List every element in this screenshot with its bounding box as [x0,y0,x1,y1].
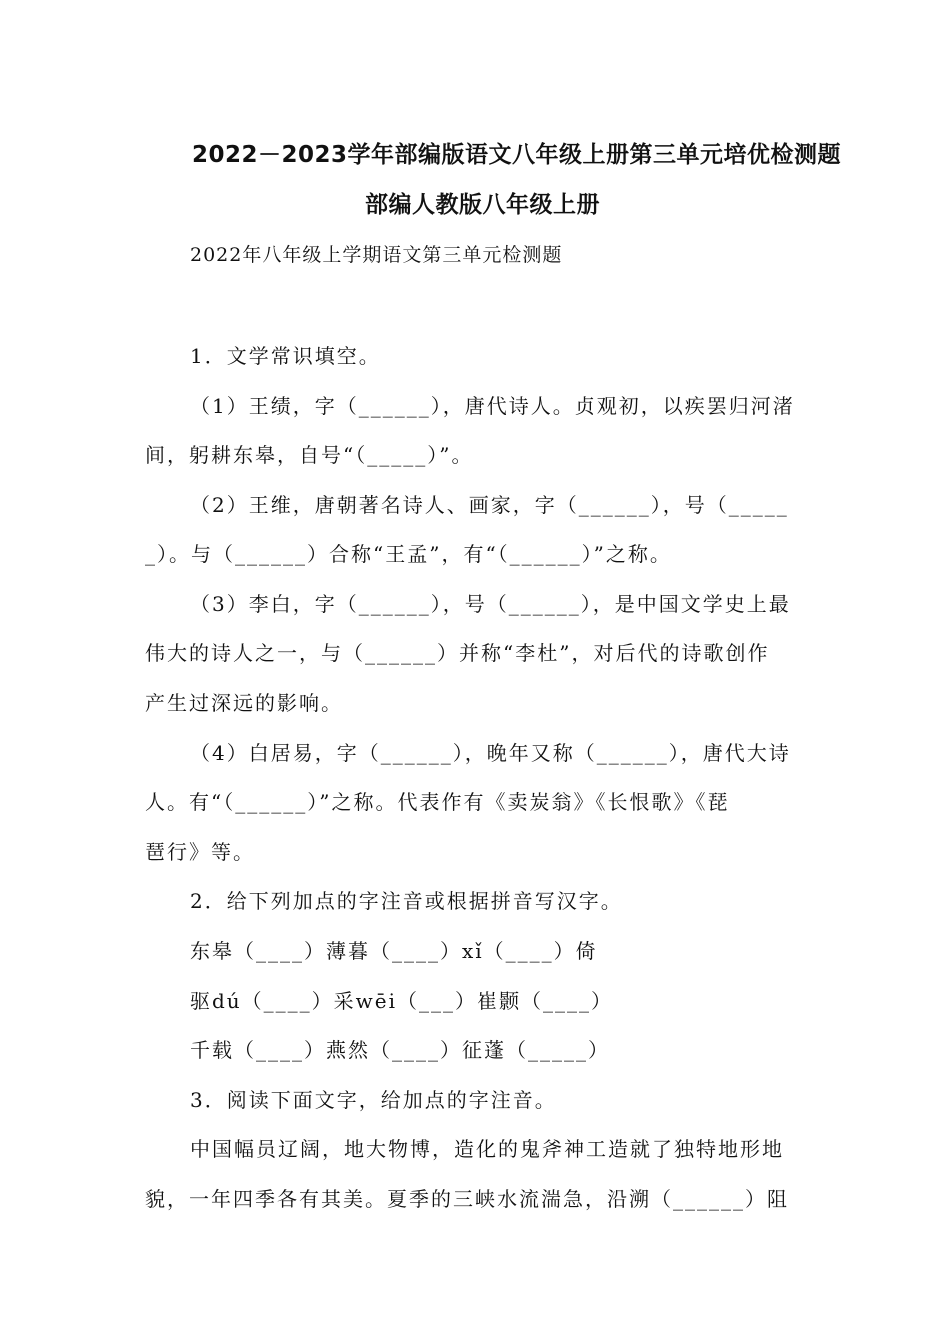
question-3-passage-line-2: 貌，一年四季各有其美。夏季的三峡水流湍急，沿溯（______）阻 [145,1187,789,1211]
question-3-passage-line-1: 中国幅员辽阔，地大物博，造化的鬼斧神工造就了独特地形地 [190,1137,784,1161]
question-3-heading: 3．阅读下面文字，给加点的字注音。 [190,1088,557,1112]
question-1-item-4-line-3: 琶行》等。 [145,840,255,864]
question-1-item-1-line-1: （1）王绩，字（______），唐代诗人。贞观初，以疾罢归河渚 [190,394,795,418]
question-1-item-1-line-2: 间，躬耕东皋，自号“（_____）”。 [145,443,474,467]
question-1-item-4-line-2: 人。有“（______）”之称。代表作有《卖炭翁》《长恨歌》《琵 [145,790,730,814]
question-2-row-3: 千载（____）燕然（____）征蓬（_____） [190,1038,610,1062]
question-2-row-2: 驱dú（____）采wēi（___）崔颢（____） [190,989,614,1013]
question-2-heading: 2．给下列加点的字注音或根据拼音写汉字。 [190,889,623,913]
question-2-row-1: 东皋（____）薄暮（____）xǐ（____）倚 [190,939,598,963]
question-1-item-2-line-1: （2）王维，唐朝著名诗人、画家，字（______），号（_____ [190,493,789,517]
document-subtitle-bold: 部编人教版八年级上册 [365,192,600,218]
question-1-item-3-line-2: 伟大的诗人之一，与（______）并称“李杜”，对后代的诗歌创作 [145,641,770,665]
document-title: 2022－2023学年部编版语文八年级上册第三单元培优检测题 [192,142,842,168]
document-subtitle: 2022年八年级上学期语文第三单元检测题 [190,244,563,266]
question-1-item-2-line-2: _）。与（______）合称“王孟”，有“（______）”之称。 [145,542,672,566]
question-1-item-3-line-3: 产生过深远的影响。 [145,691,343,715]
question-1-item-4-line-1: （4）白居易，字（______），晚年又称（______），唐代大诗 [190,741,791,765]
question-1-item-3-line-1: （3）李白，字（______），号（______），是中国文学史上最 [190,592,791,616]
question-1-heading: 1．文学常识填空。 [190,344,381,368]
